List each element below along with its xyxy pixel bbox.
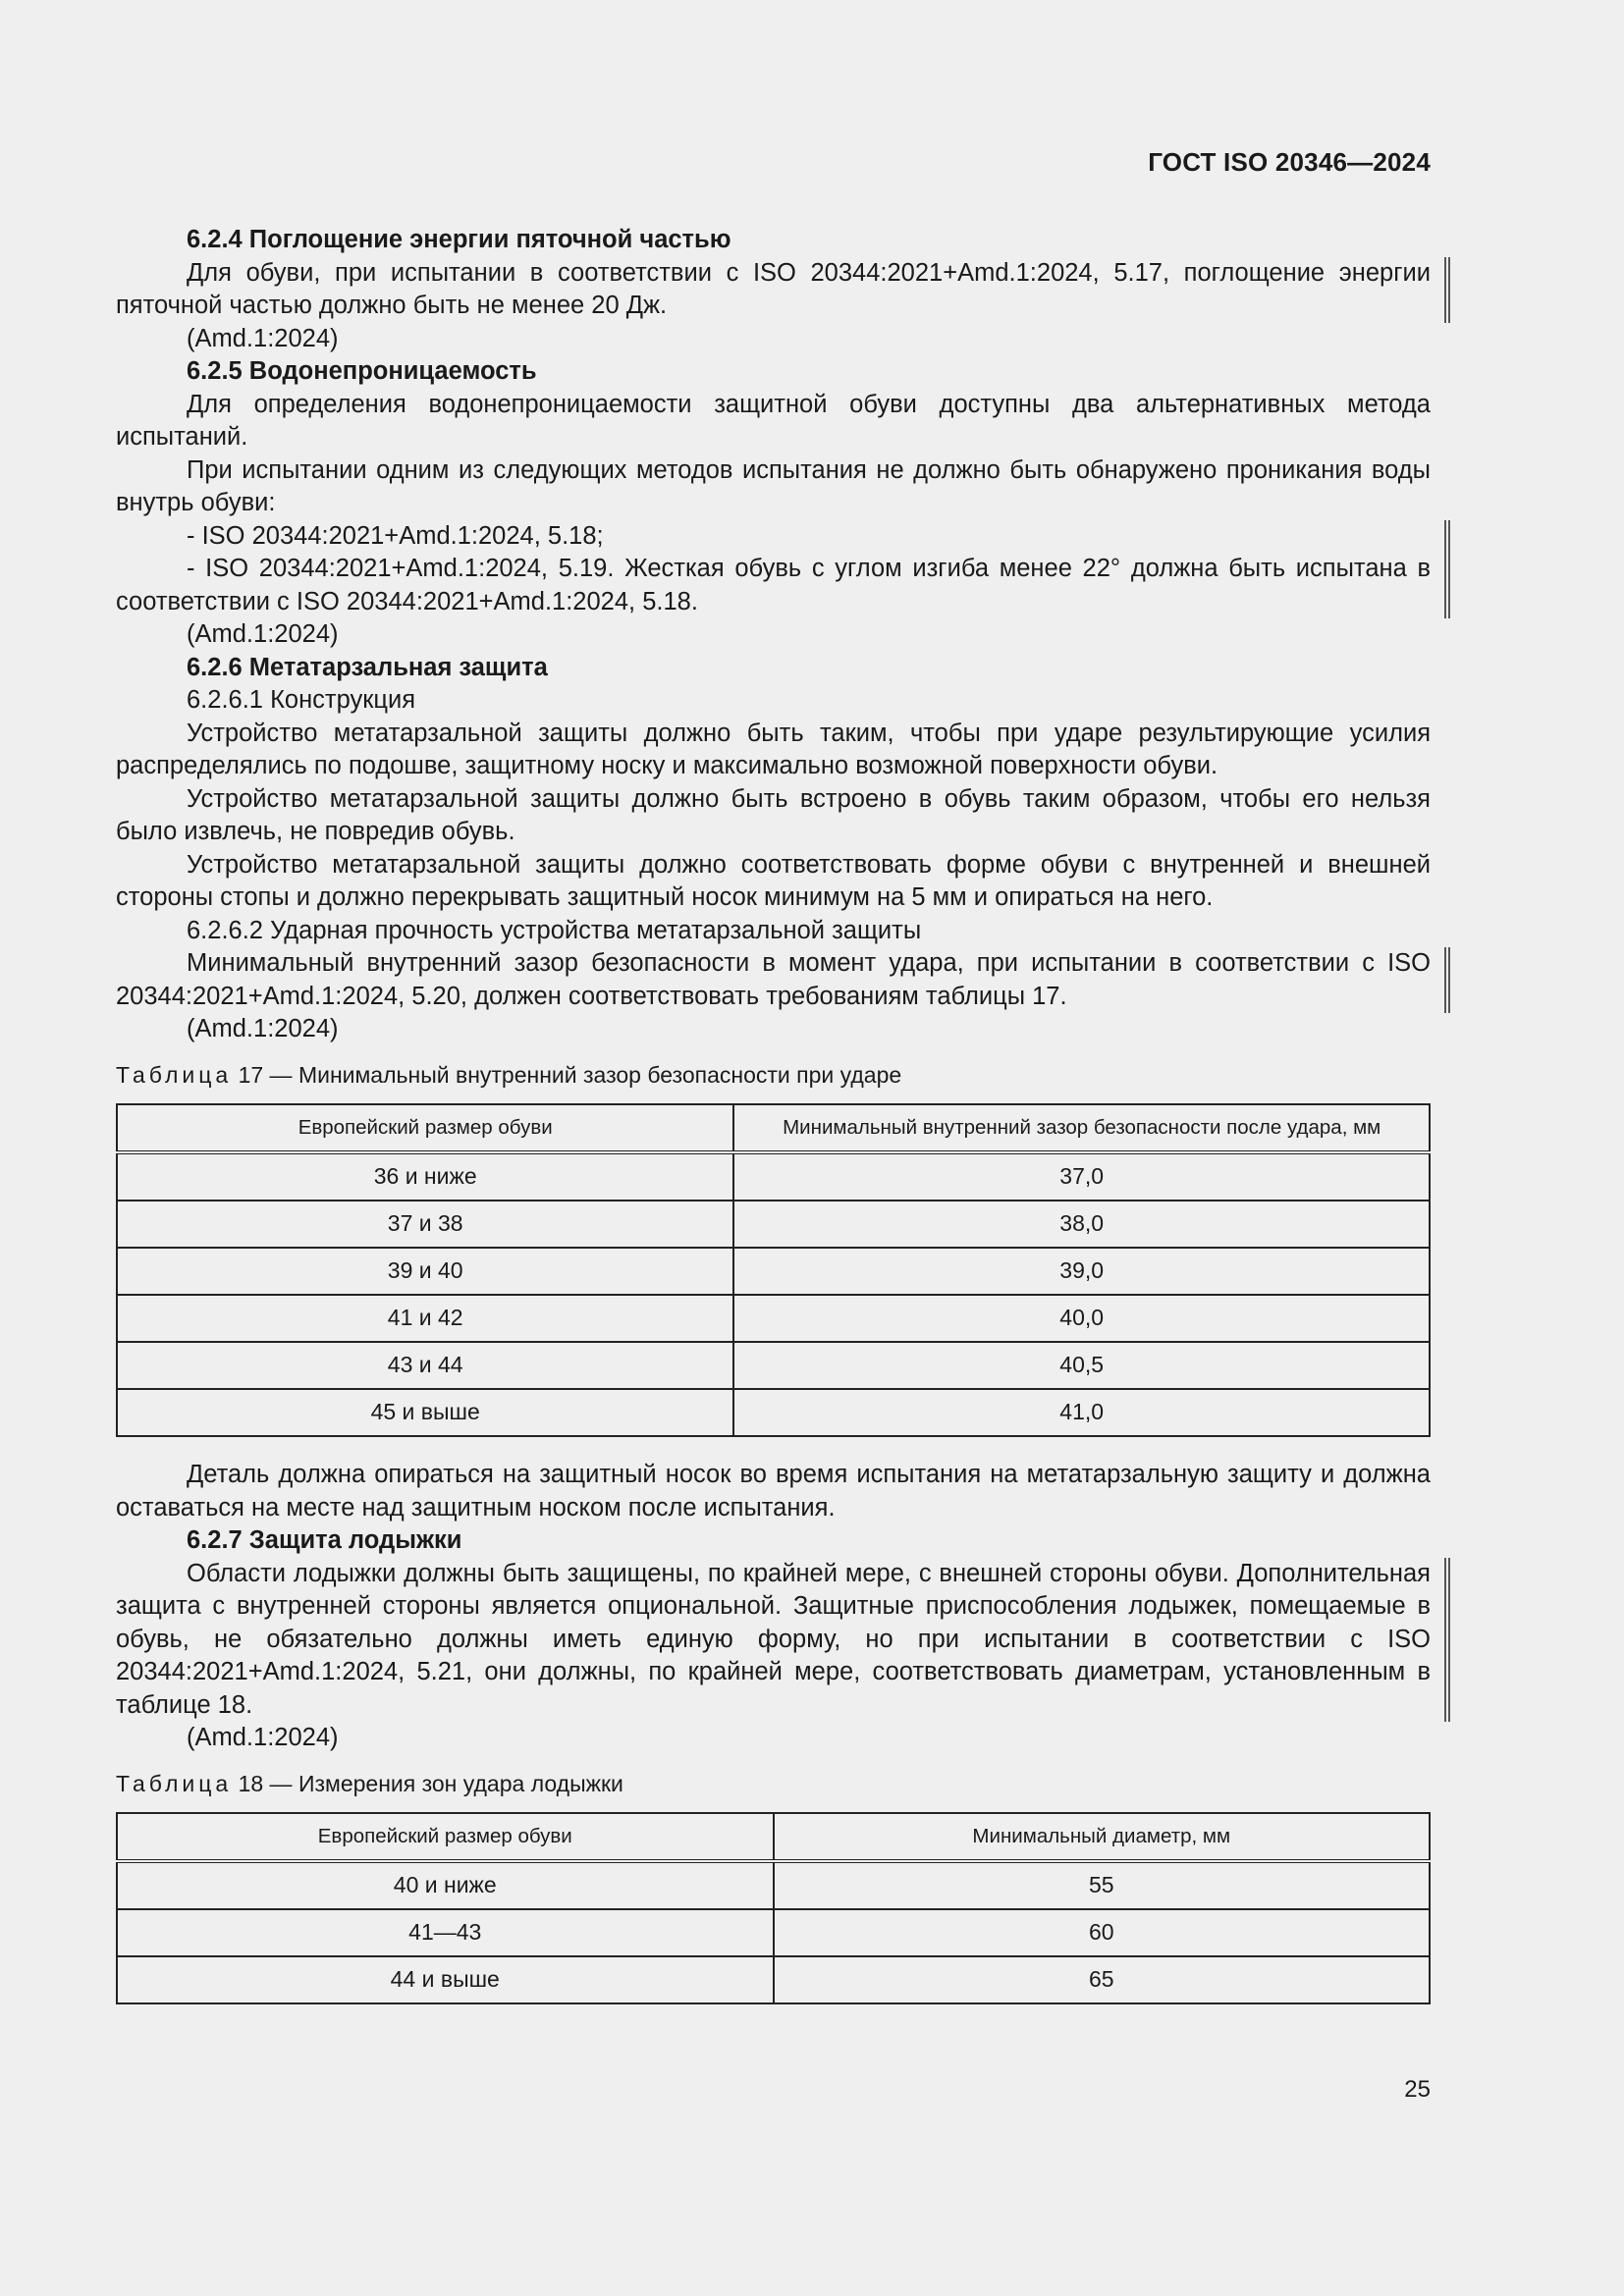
- section-6-2-6-paragraph: Устройство метатарзальной защиты должно быть таким, чтобы при ударе результирующие усилия распределялись по подошве, защитному носку и максимально возможной поверхности обуви.: [116, 719, 1431, 779]
- table-word: Таблица: [116, 1770, 233, 1796]
- section-6-2-5-heading: 6.2.5 Водонепроницаемость: [187, 357, 537, 385]
- table-cell: 38,0: [733, 1201, 1430, 1248]
- table-cell: 40,5: [733, 1342, 1430, 1389]
- document-page: [116, 0, 1431, 2296]
- table-title: 18 — Измерения зон удара лодыжки: [232, 1770, 623, 1796]
- table-17: [116, 1103, 1431, 1437]
- table-cell: 40 и ниже: [117, 1861, 774, 1909]
- standard-header: ГОСТ ISO 20346—2024: [1148, 147, 1431, 177]
- table-header-row: [117, 1104, 1430, 1152]
- section-6-2-6-paragraph: Устройство метатарзальной защиты должно соответствовать форме обуви с внутренней и внешней стороны стопы и должно перекрывать защитный носок минимум на 5 мм и опираться на него.: [116, 850, 1431, 911]
- section-6-2-5-paragraph: Для определения водонепроницаемости защитной обуви доступны два альтернативных метода испытаний.: [116, 390, 1431, 451]
- section-6-2-6-paragraph: Устройство метатарзальной защиты должно быть встроено в обувь таким образом, чтобы его нельзя было извлечь, не повредив обувь.: [116, 784, 1431, 845]
- subsection-heading: 6.2.6.1 Конструкция: [187, 686, 416, 714]
- section-6-2-6-paragraph: Минимальный внутренний зазор безопасности в момент удара, при испытании в соответствии с ISO 20344:2021+Amd.1:2024, 5.20, должен соответствовать требованиям таблицы 17.: [116, 947, 1431, 1013]
- amendment-note: (Amd.1:2024): [187, 620, 339, 648]
- table-cell: 40,0: [733, 1295, 1430, 1342]
- table-row: [117, 1248, 1430, 1295]
- column-header: Минимальный внутренний зазор безопасности после удара, мм: [733, 1104, 1430, 1152]
- table-row: [117, 1342, 1430, 1389]
- table-cell: 41—43: [117, 1909, 774, 1956]
- table-cell: 41,0: [733, 1389, 1430, 1436]
- table-cell: 36 и ниже: [117, 1152, 733, 1201]
- list-item: - ISO 20344:2021+Amd.1:2024, 5.19. Жесткая обувь с углом изгиба менее 22° должна быть испытана в соответствии с ISO 20344:2021+Amd.1:2024, 5.18.: [116, 555, 1431, 615]
- table-cell: 45 и выше: [117, 1389, 733, 1436]
- amendment-note: (Amd.1:2024): [187, 1015, 339, 1042]
- table-cell: 41 и 42: [117, 1295, 733, 1342]
- table-cell: 60: [774, 1909, 1431, 1956]
- table-cell: 44 и выше: [117, 1956, 774, 2003]
- table-row: [117, 1152, 1430, 1201]
- column-header: Европейский размер обуви: [117, 1104, 733, 1152]
- table-cell: 37,0: [733, 1152, 1430, 1201]
- table-18: [116, 1812, 1431, 2004]
- section-6-2-5-paragraph: При испытании одним из следующих методов испытания не должно быть обнаружено проникания воды внутрь обуви:: [116, 455, 1431, 516]
- column-header: Минимальный диаметр, мм: [774, 1813, 1431, 1861]
- page-content: [116, 224, 1431, 2004]
- table-cell: 39 и 40: [117, 1248, 733, 1295]
- section-6-2-7-paragraph: Области лодыжки должны быть защищены, по крайней мере, с внешней стороны обуви. Дополнительная защита с внутренней стороны является опциональной. Защитные приспособления лодыжек, помещаемые в обувь, не обязательно должны иметь единую форму, но при испытании в соответствии с ISO 20344:2021+Amd.1:2024, 5.21, они должны, по крайней мере, соответствовать диаметрам, установленным в таблице 18.: [116, 1558, 1431, 1723]
- table-row: [117, 1201, 1430, 1248]
- table-row: [117, 1295, 1430, 1342]
- column-header: Европейский размер обуви: [117, 1813, 774, 1861]
- section-6-2-6-heading: 6.2.6 Метатарзальная защита: [187, 653, 548, 681]
- table-18-caption: [116, 1768, 1431, 1801]
- table-header-row: [117, 1813, 1430, 1861]
- table-cell: 55: [774, 1861, 1431, 1909]
- table-cell: 65: [774, 1956, 1431, 2003]
- table-row: [117, 1909, 1430, 1956]
- spacer: [116, 1437, 1431, 1459]
- paragraph: Деталь должна опираться на защитный носок во время испытания на метатарзальную защиту и должна оставаться на месте над защитным носком после испытания.: [116, 1461, 1431, 1522]
- table-title: 17 — Минимальный внутренний зазор безопасности при ударе: [232, 1061, 902, 1088]
- page-number: 25: [1404, 2076, 1431, 2103]
- amendment-note: (Amd.1:2024): [187, 1724, 339, 1751]
- section-6-2-7-heading: 6.2.7 Защита лодыжки: [187, 1526, 462, 1554]
- table-cell: 39,0: [733, 1248, 1430, 1295]
- section-6-2-4-paragraph: Для обуви, при испытании в соответствии с ISO 20344:2021+Amd.1:2024, 5.17, поглощение энергии пяточной частью должно быть не менее 20 Дж.: [116, 257, 1431, 323]
- table-cell: 43 и 44: [117, 1342, 733, 1389]
- section-6-2-4-heading: 6.2.4 Поглощение энергии пяточной частью: [187, 226, 731, 253]
- list-item: - ISO 20344:2021+Amd.1:2024, 5.18;: [187, 521, 604, 550]
- table-word: Таблица: [116, 1061, 233, 1088]
- table-row: [117, 1861, 1430, 1909]
- subsection-heading: 6.2.6.2 Ударная прочность устройства метатарзальной защиты: [187, 916, 922, 944]
- table-cell: 37 и 38: [117, 1201, 733, 1248]
- change-marked-block: [116, 520, 1431, 619]
- table-17-caption: [116, 1059, 1431, 1093]
- amendment-note: (Amd.1:2024): [187, 324, 339, 352]
- table-row: [117, 1389, 1430, 1436]
- table-row: [117, 1956, 1430, 2003]
